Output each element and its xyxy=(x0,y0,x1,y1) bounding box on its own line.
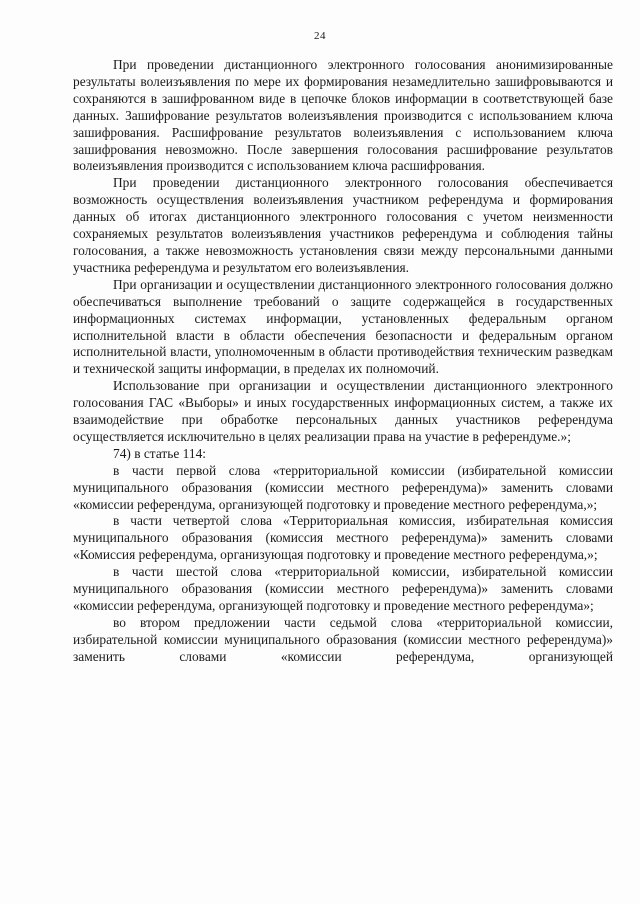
paragraph-secrecy: При проведении дистанционного электронного голосования обеспечивается возможность осуществления волеизъявления участником референдума и формирования данных об итогах дистанционного электронного голосования с учетом неизменности сохраняемых результатов волеизъявления участников референдума и соблюдения тайны голосования, а также невозможность установления связи между персональными данными участника референдума и результатом его волеизъявления. xyxy=(73,175,613,275)
document-body xyxy=(73,57,613,666)
paragraph-part-one: в части первой слова «территориальной комиссии (избирательной комиссии муниципального образования (комиссии местного референдума)» заменить словами «комиссии референдума, организующей подготовку и проведение местного референдума,»; xyxy=(73,462,613,512)
paragraph-gas-vybory: Использование при организации и осуществлении дистанционного электронного голосования ГАС «Выборы» и иных государственных информационных систем, а также их взаимодействие при обработке персональных данных участников референдума осуществляется исключительно в целях реализации права на участие в референдуме.»; xyxy=(73,378,613,444)
paragraph-part-seven: во втором предложении части седьмой слова «территориальной комиссии, избирательной комиссии муниципального образования (комиссии местного референдума)» заменить словами «комиссии референдума, организующей xyxy=(73,614,613,664)
paragraph-part-four: в части четвертой слова «Территориальная комиссия, избирательная комиссия муниципального образования (комиссия местного референдума)» заменить словами «Комиссия референдума, организующая подготовку и проведение местного референдума,»; xyxy=(73,513,613,563)
paragraph-encryption: При проведении дистанционного электронного голосования анонимизированные результаты волеизъявления по мере их формирования незамедлительно зашифровываются и сохраняются в зашифрованном виде в цепочке блоков информации в соответствующей базе данных. Зашифрование результатов волеизъявления производится с использованием ключа зашифрования. Расшифрование результатов волеизъявления с использованием ключа зашифрования невозможно. После завершения голосования расшифрование результатов волеизъявления производится с использованием ключа расшифрования. xyxy=(73,57,613,174)
page-number: 24 xyxy=(314,30,326,42)
paragraph-part-six: в части шестой слова «территориальной комиссии, избирательной комиссии муниципального образования (комиссии местного референдума)» заменить словами «комиссии референдума, организующей подготовку и проведение местного референдума»; xyxy=(73,564,613,613)
paragraph-article-114-heading: 74) в статье 114: xyxy=(113,445,206,461)
paragraph-security-requirements: При организации и осуществлении дистанционного электронного голосования должно обеспечиваться выполнение требований о защите содержащейся в государственных информационных системах информации, установленных федеральным органом исполнительной власти в области обеспечения безопасности и федеральным органом исполнительной власти, уполномоченным в области противодействия техническим разведкам и технической защиты информации, в пределах их полномочий. xyxy=(73,276,613,377)
